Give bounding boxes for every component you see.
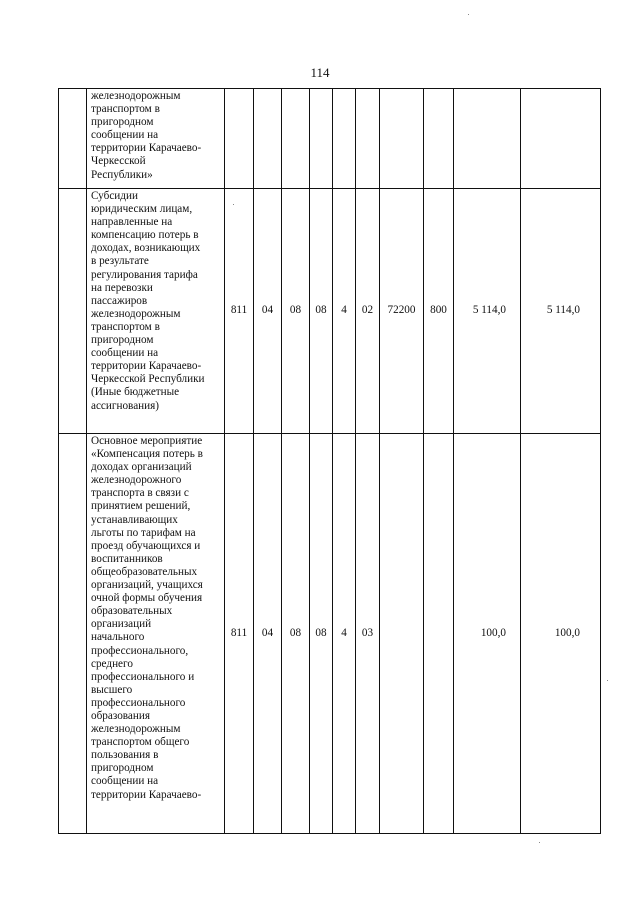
expense-type-code-cell — [424, 89, 454, 189]
description-line: сообщении на — [91, 347, 159, 360]
subprogram-code-cell — [333, 89, 356, 189]
row-number-cell — [59, 89, 87, 189]
description-line: Черкесской Республики — [91, 373, 205, 386]
description-line: пригородном — [91, 116, 154, 129]
subsection-code-cell: 08 — [282, 434, 310, 834]
description-line: территории Карачаево- — [91, 360, 202, 373]
description-line: транспортом в — [91, 103, 160, 116]
description-line: компенсацию потерь в — [91, 229, 199, 242]
description-line: пригородном — [91, 334, 154, 347]
ministry-code-cell — [225, 89, 254, 189]
description-line: железнодорожным — [91, 723, 181, 736]
description-line: проезд обучающихся и — [91, 539, 201, 552]
description-line: направленные на — [91, 216, 173, 229]
description-line: общеобразовательных — [91, 565, 198, 578]
row-number-cell — [59, 189, 87, 434]
description-line: Основное мероприятие — [91, 435, 203, 447]
description-line: профессионального и — [91, 670, 195, 683]
description-line: организаций — [91, 618, 152, 631]
description-line: воспитанников — [91, 552, 163, 565]
section-code-cell: 04 — [254, 189, 282, 434]
row-number-cell — [59, 434, 87, 834]
table-row — [59, 89, 601, 189]
program-code-cell: 08 — [310, 434, 333, 834]
table-body — [59, 89, 601, 834]
description-line: льготы по тарифам на — [91, 526, 196, 539]
description-line: пользования в — [91, 749, 159, 762]
description-line: железнодорожного — [91, 474, 182, 487]
page-number: 114 — [310, 65, 330, 80]
description-line: профессионального, — [91, 644, 189, 657]
description-line: пригородном — [91, 762, 154, 775]
subprogram-code-cell: 4 — [333, 434, 356, 834]
amount-cell: 5 114,0 — [454, 189, 521, 434]
amount-total-cell: 5 114,0 — [521, 189, 601, 434]
description-line: транспортом общего — [91, 736, 190, 749]
section-code-cell — [254, 89, 282, 189]
amount-total-cell: 100,0 — [521, 434, 601, 834]
description-line: (Иные бюджетные — [91, 386, 180, 399]
amount-cell — [454, 89, 521, 189]
description-line: устанавливающих — [91, 513, 178, 526]
description-cell — [87, 89, 225, 189]
description-line: среднего — [91, 657, 133, 670]
table-row — [59, 189, 601, 434]
section-code-cell: 04 — [254, 434, 282, 834]
description-line: территории Карачаево- — [91, 788, 202, 801]
description-line: юридическим лицам, — [91, 203, 193, 216]
scan-artifact — [233, 204, 234, 205]
description-cell — [87, 189, 225, 434]
measure-code-cell: 02 — [356, 189, 380, 434]
amount-cell: 100,0 — [454, 434, 521, 834]
expense-type-code-cell: 800 — [424, 189, 454, 434]
description-line: транспорта в связи с — [91, 487, 189, 500]
description-line: высшего — [91, 683, 133, 696]
description-line: ассигнования) — [91, 399, 159, 412]
direction-code-cell: 72200 — [380, 189, 424, 434]
description-line: образования — [91, 709, 151, 722]
description-line: территории Карачаево- — [91, 142, 202, 155]
description-line: сообщении на — [91, 775, 159, 788]
description-cell — [87, 434, 225, 834]
description-line: железнодорожным — [91, 307, 181, 320]
scan-artifact — [607, 680, 608, 681]
ministry-code-cell: 811 — [225, 189, 254, 434]
description-line: на перевозки — [91, 281, 153, 294]
description-line: в результате — [91, 255, 149, 268]
measure-code-cell: 03 — [356, 434, 380, 834]
description-line: доходах, возникающих — [91, 242, 201, 255]
description-line: принятием решений, — [91, 500, 191, 513]
subprogram-code-cell: 4 — [333, 189, 356, 434]
description-line: регулирования тарифа — [91, 268, 198, 281]
description-line: Республики» — [91, 168, 153, 181]
table-row — [59, 434, 601, 834]
description-line: Субсидии — [91, 190, 138, 202]
description-line: профессионального — [91, 696, 186, 709]
measure-code-cell — [356, 89, 380, 189]
description-line: начального — [91, 631, 145, 644]
subsection-code-cell: 08 — [282, 189, 310, 434]
direction-code-cell — [380, 434, 424, 834]
description-line: железнодорожным — [91, 90, 181, 102]
ministry-code-cell: 811 — [225, 434, 254, 834]
description-line: транспортом в — [91, 320, 160, 333]
description-line: пассажиров — [91, 294, 148, 307]
expense-type-code-cell — [424, 434, 454, 834]
description-line: сообщении на — [91, 129, 159, 142]
direction-code-cell — [380, 89, 424, 189]
description-line: организаций, учащихся — [91, 579, 203, 592]
description-line: образовательных — [91, 605, 173, 618]
scan-artifact — [539, 842, 540, 843]
description-line: Черкесской — [91, 155, 146, 168]
amount-total-cell — [521, 89, 601, 189]
program-code-cell: 08 — [310, 189, 333, 434]
description-line: очной формы обучения — [91, 592, 203, 605]
subsection-code-cell — [282, 89, 310, 189]
description-line: «Компенсация потерь в — [91, 448, 203, 461]
budget-table — [58, 88, 601, 834]
description-line: доходах организаций — [91, 461, 192, 474]
scan-artifact — [468, 14, 469, 15]
program-code-cell — [310, 89, 333, 189]
